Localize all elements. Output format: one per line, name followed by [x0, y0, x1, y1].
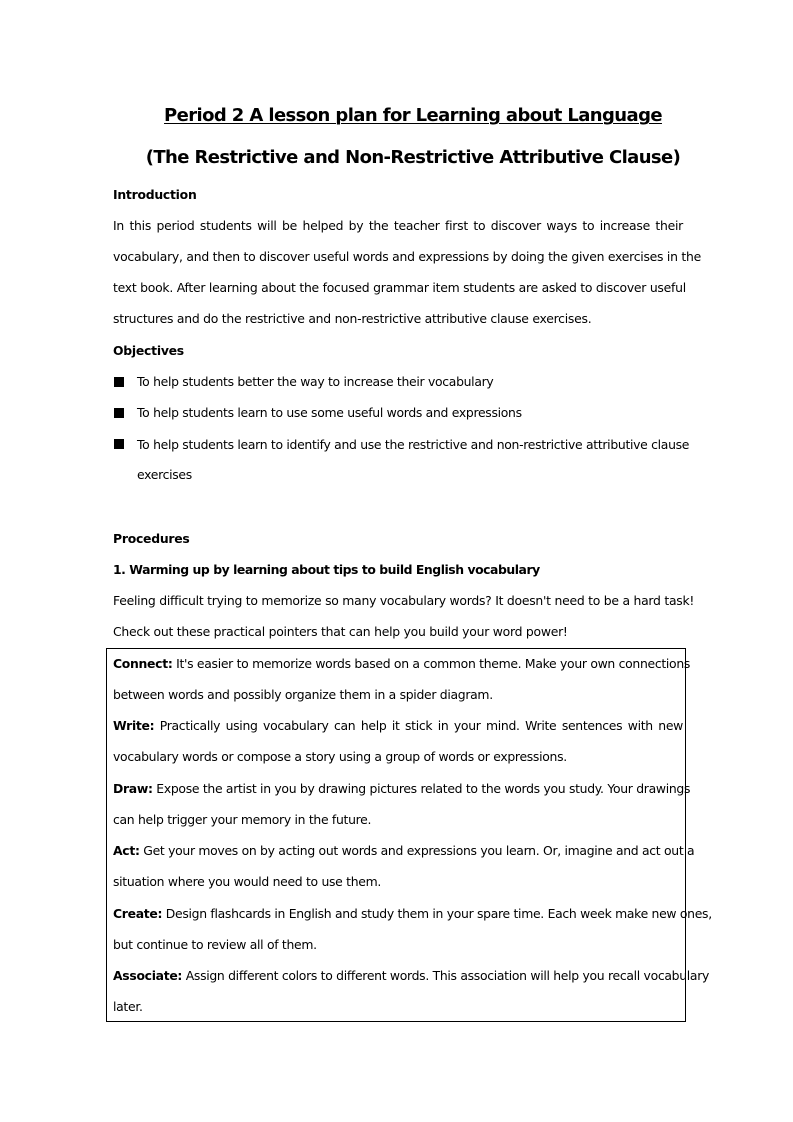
tip-associate: [113, 967, 710, 985]
objectives-heading: Objectives: [113, 343, 184, 358]
tip-connect-continued: between words and possibly organize them in a spider diagram.: [113, 687, 493, 702]
bullet-square-icon: [114, 439, 124, 449]
introduction-line: vocabulary, and then to discover useful words and expressions by doing the given exercises in the: [113, 249, 701, 264]
bullet-square-icon: [114, 408, 124, 418]
tip-associate-continued: later.: [113, 999, 143, 1014]
procedures-heading: Procedures: [113, 531, 190, 546]
bullet-square-icon: [114, 377, 124, 387]
tip-label: Act:: [113, 843, 140, 858]
objective-item: To help students learn to identify and use the restrictive and non-restrictive attributive clause: [137, 437, 690, 452]
tip-text: Practically using vocabulary can help it stick in your mind. Write sentences with new: [154, 718, 683, 733]
tip-write: [113, 717, 683, 735]
document-title: Period 2 A lesson plan for Learning about Language: [164, 105, 662, 126]
tip-create: [113, 905, 712, 923]
tip-text: Design flashcards in English and study them in your spare time. Each week make new ones,: [162, 906, 712, 921]
step1-line: Feeling difficult trying to memorize so many vocabulary words? It doesn't need to be a hard task!: [113, 593, 695, 608]
objective-item: To help students learn to use some useful words and expressions: [137, 405, 522, 420]
tip-draw: [113, 780, 691, 798]
objective-item-continued: exercises: [137, 467, 192, 482]
introduction-line: structures and do the restrictive and non-restrictive attributive clause exercises.: [113, 311, 592, 326]
document-subtitle: (The Restrictive and Non-Restrictive Attributive Clause): [145, 147, 681, 168]
tip-label: Draw:: [113, 781, 153, 796]
tip-text: Expose the artist in you by drawing pictures related to the words you study. Your drawings: [152, 781, 691, 796]
tip-label: Create:: [113, 906, 163, 921]
tip-create-continued: but continue to review all of them.: [113, 937, 317, 952]
introduction-heading: Introduction: [113, 187, 197, 202]
tip-act: [113, 842, 695, 860]
tip-connect: [113, 655, 691, 673]
introduction-line: In this period students will be helped by the teacher first to discover ways to increase their: [113, 218, 683, 233]
tip-draw-continued: can help trigger your memory in the future.: [113, 812, 372, 827]
tip-write-continued: vocabulary words or compose a story using a group of words or expressions.: [113, 749, 567, 764]
tips-box: [106, 648, 686, 1022]
tip-text: Assign different colors to different words. This association will help you recall vocabulary: [182, 968, 710, 983]
objective-item: To help students better the way to increase their vocabulary: [137, 374, 494, 389]
tip-label: Connect:: [113, 656, 173, 671]
tip-label: Write:: [113, 718, 155, 733]
step1-line: Check out these practical pointers that can help you build your word power!: [113, 624, 568, 639]
introduction-line: text book. After learning about the focused grammar item students are asked to discover useful: [113, 280, 686, 295]
tip-label: Associate:: [113, 968, 183, 983]
tip-act-continued: situation where you would need to use them.: [113, 874, 381, 889]
tip-text: It's easier to memorize words based on a common theme. Make your own connections: [172, 656, 691, 671]
step1-title: 1. Warming up by learning about tips to build English vocabulary: [113, 562, 540, 577]
tip-text: Get your moves on by acting out words and expressions you learn. Or, imagine and act out a: [139, 843, 695, 858]
